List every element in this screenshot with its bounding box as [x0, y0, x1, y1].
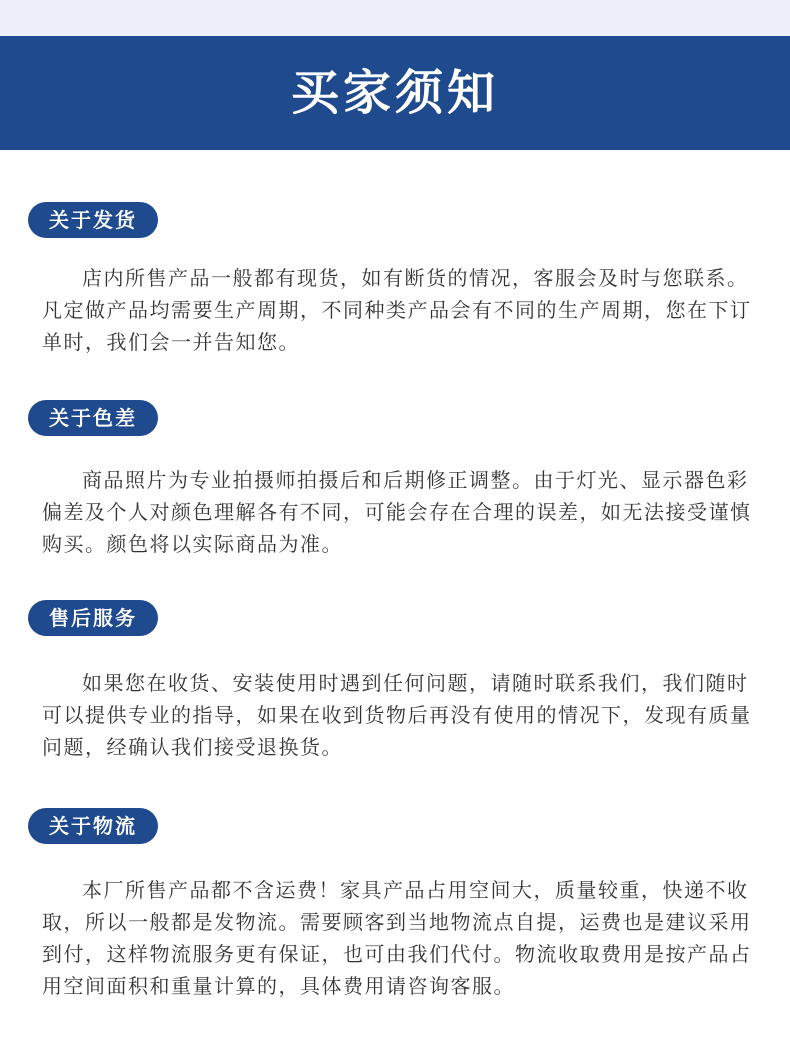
section-badge-color-difference: 关于色差: [28, 400, 158, 436]
section-text-color-difference: 商品照片为专业拍摄师拍摄后和后期修正调整。由于灯光、显示器色彩偏差及个人对颜色理解各有不同，可能会存在合理的误差，如无法接受谨慎购买。颜色将以实际商品为准。: [42, 468, 752, 556]
top-strip: [0, 0, 790, 36]
page-title: 买家须知: [290, 65, 499, 121]
section-text-logistics: 本厂所售产品都不含运费！家具产品占用空间大，质量较重，快递不收取，所以一般都是发物流。需要顾客到当地物流点自提，运费也是建议采用到付，这样物流服务更有保证，也可由我们代付。物流收取费用是按产品占用空间面积和重量计算的，具体费用请咨询客服。: [42, 878, 752, 998]
section-text-after-sales: 如果您在收货、安装使用时遇到任何问题，请随时联系我们，我们随时可以提供专业的指导，如果在收到货物后再没有使用的情况下，发现有质量问题，经确认我们接受退换货。: [42, 671, 752, 759]
section-badge-shipping: 关于发货: [28, 202, 158, 238]
section-text-shipping: 店内所售产品一般都有现货，如有断货的情况，客服会及时与您联系。凡定做产品均需要生产周期，不同种类产品会有不同的生产周期，您在下订单时，我们会一并告知您。: [42, 266, 752, 354]
section-badge-after-sales: 售后服务: [28, 600, 158, 636]
section-badge-logistics: 关于物流: [28, 808, 158, 844]
